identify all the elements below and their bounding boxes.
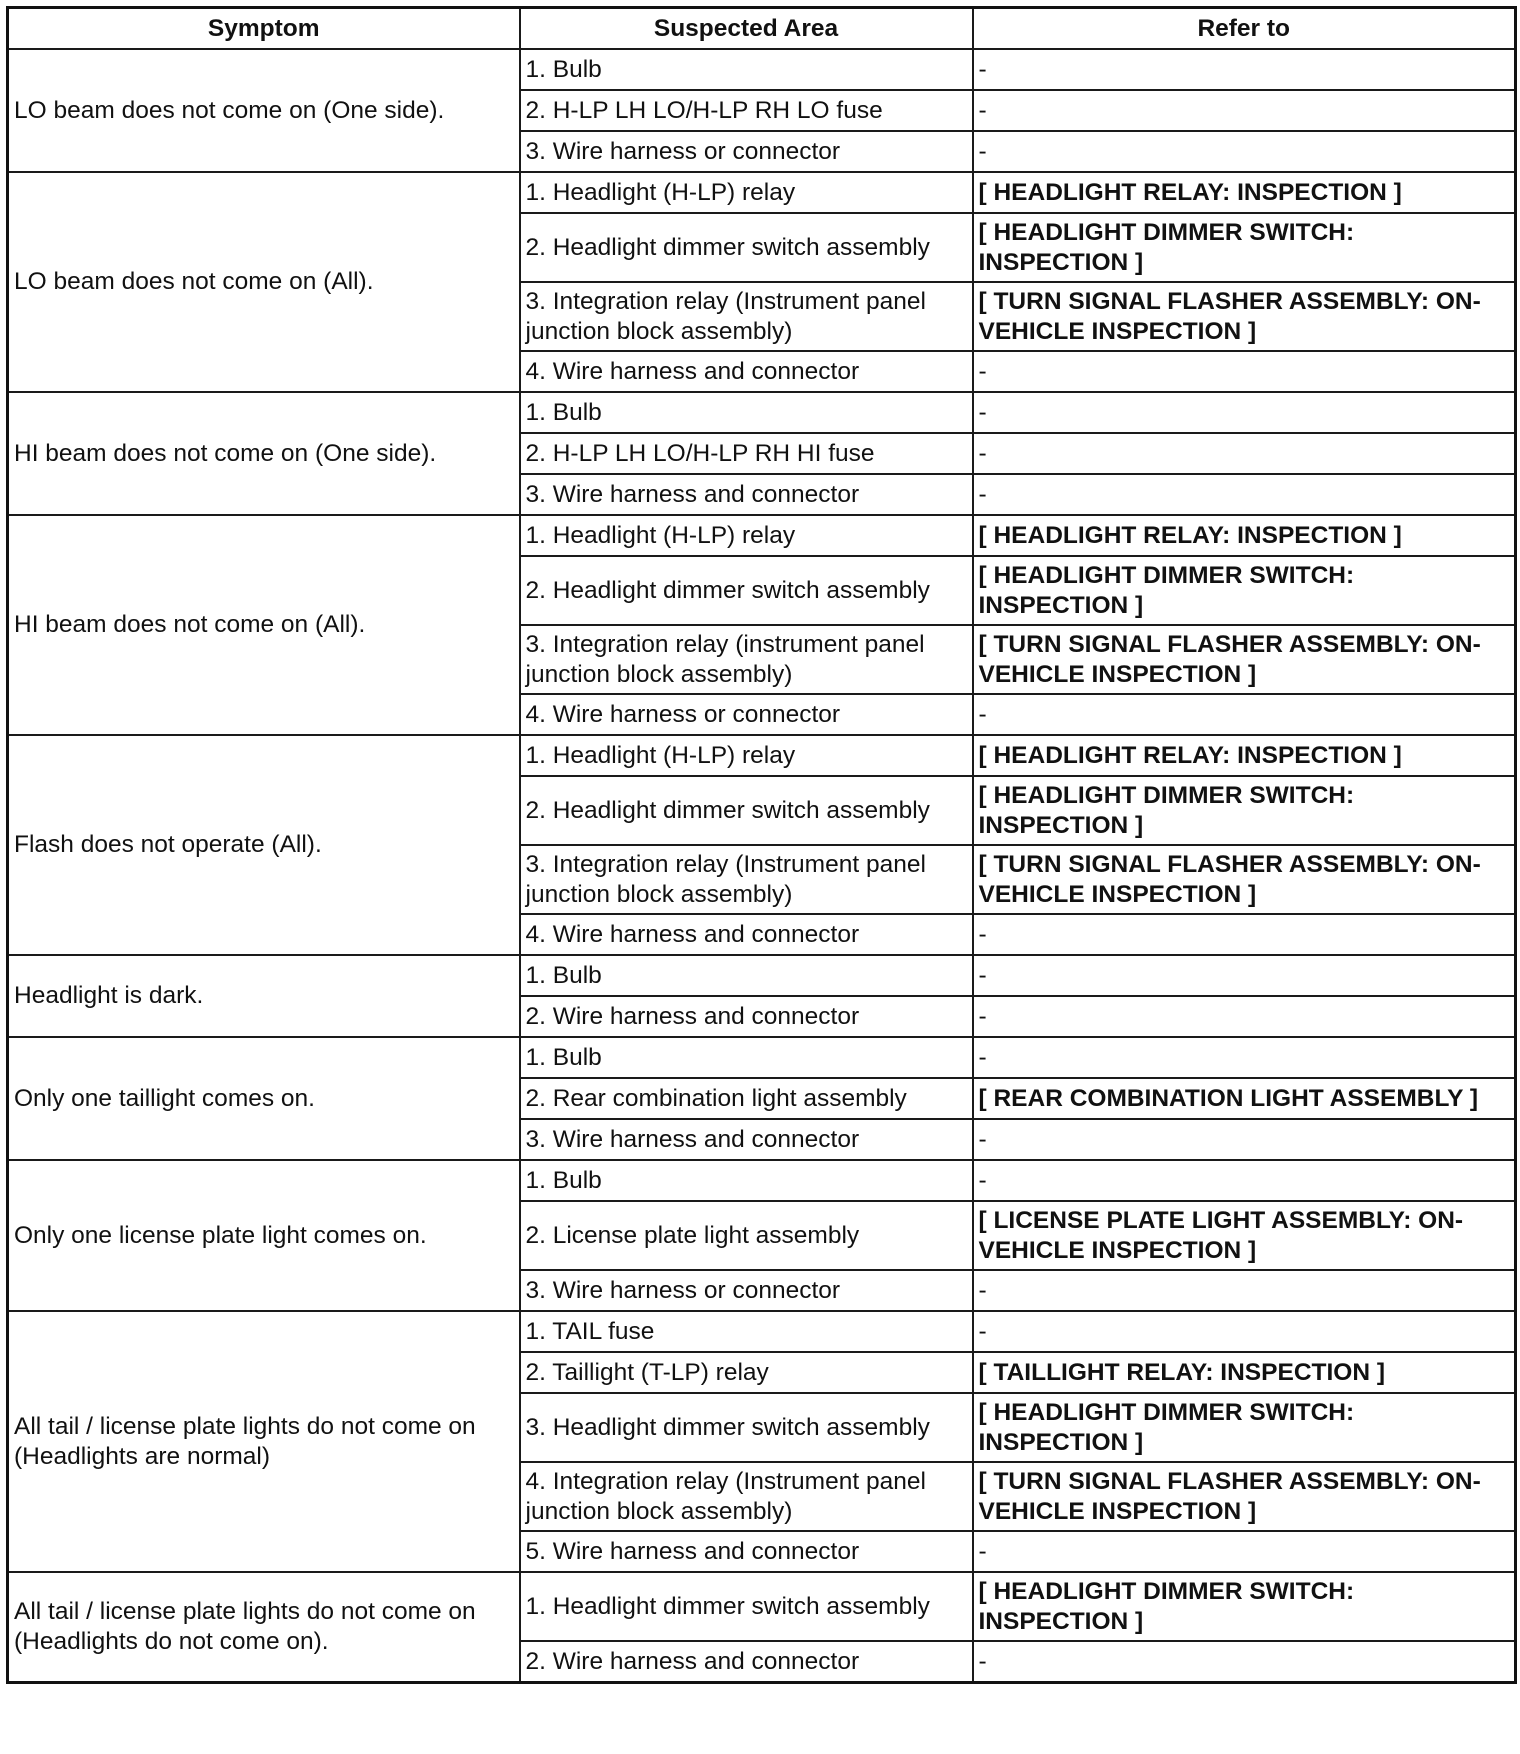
suspected-area-cell: 1. Bulb: [520, 1037, 973, 1078]
suspected-area-cell: 1. Headlight (H-LP) relay: [520, 515, 973, 556]
refer-to-cell: -: [973, 914, 1516, 955]
refer-to-cell: -: [973, 955, 1516, 996]
suspected-area-cell: 2. Headlight dimmer switch assembly: [520, 213, 973, 282]
refer-to-cell: [ HEADLIGHT DIMMER SWITCH: INSPECTION ]: [973, 1572, 1516, 1641]
refer-to-cell: -: [973, 351, 1516, 392]
refer-to-cell: [ TURN SIGNAL FLASHER ASSEMBLY: ON-VEHICLE INSPECTION ]: [973, 282, 1516, 351]
suspected-area-cell: 4. Wire harness and connector: [520, 914, 973, 955]
suspected-area-cell: 5. Wire harness and connector: [520, 1531, 973, 1572]
refer-to-cell: -: [973, 1531, 1516, 1572]
table-row: [8, 392, 1516, 433]
suspected-area-cell: 2. H-LP LH LO/H-LP RH HI fuse: [520, 433, 973, 474]
refer-to-cell: -: [973, 1119, 1516, 1160]
table-row: [8, 515, 1516, 556]
refer-to-cell: -: [973, 474, 1516, 515]
refer-to-cell: [ HEADLIGHT RELAY: INSPECTION ]: [973, 515, 1516, 556]
table-row: [8, 1572, 1516, 1641]
suspected-area-cell: 1. Bulb: [520, 49, 973, 90]
suspected-area-cell: 3. Wire harness or connector: [520, 1270, 973, 1311]
suspected-area-cell: 2. Wire harness and connector: [520, 996, 973, 1037]
symptom-cell: Only one license plate light comes on.: [8, 1160, 520, 1311]
symptom-cell: All tail / license plate lights do not come on (Headlights do not come on).: [8, 1572, 520, 1683]
refer-to-cell: [ TURN SIGNAL FLASHER ASSEMBLY: ON-VEHICLE INSPECTION ]: [973, 625, 1516, 694]
refer-to-cell: [ HEADLIGHT DIMMER SWITCH: INSPECTION ]: [973, 1393, 1516, 1462]
suspected-area-cell: 1. TAIL fuse: [520, 1311, 973, 1352]
table-row: [8, 1037, 1516, 1078]
suspected-area-cell: 2. Rear combination light assembly: [520, 1078, 973, 1119]
refer-to-cell: -: [973, 1641, 1516, 1683]
symptom-cell: All tail / license plate lights do not come on (Headlights are normal): [8, 1311, 520, 1572]
symptom-cell: Headlight is dark.: [8, 955, 520, 1037]
suspected-area-cell: 3. Integration relay (Instrument panel junction block assembly): [520, 845, 973, 914]
symptom-cell: HI beam does not come on (One side).: [8, 392, 520, 515]
table-header-row: [8, 8, 1516, 50]
refer-to-cell: [ TURN SIGNAL FLASHER ASSEMBLY: ON-VEHICLE INSPECTION ]: [973, 1462, 1516, 1531]
suspected-area-cell: 4. Wire harness and connector: [520, 351, 973, 392]
table-row: [8, 1160, 1516, 1201]
refer-to-cell: -: [973, 392, 1516, 433]
refer-to-cell: [ HEADLIGHT DIMMER SWITCH: INSPECTION ]: [973, 776, 1516, 845]
suspected-area-cell: 4. Integration relay (Instrument panel junction block assembly): [520, 1462, 973, 1531]
refer-to-cell: [ HEADLIGHT RELAY: INSPECTION ]: [973, 735, 1516, 776]
diagnosis-table: [6, 6, 1517, 1684]
refer-to-cell: -: [973, 433, 1516, 474]
refer-to-cell: -: [973, 49, 1516, 90]
suspected-area-cell: 2. Taillight (T-LP) relay: [520, 1352, 973, 1393]
table-row: [8, 172, 1516, 213]
suspected-area-cell: 3. Integration relay (instrument panel junction block assembly): [520, 625, 973, 694]
refer-to-cell: [ REAR COMBINATION LIGHT ASSEMBLY ]: [973, 1078, 1516, 1119]
refer-to-cell: -: [973, 1270, 1516, 1311]
header-refer-to: Refer to: [973, 8, 1516, 50]
symptom-cell: HI beam does not come on (All).: [8, 515, 520, 735]
table-row: [8, 735, 1516, 776]
suspected-area-cell: 1. Bulb: [520, 1160, 973, 1201]
suspected-area-cell: 3. Headlight dimmer switch assembly: [520, 1393, 973, 1462]
suspected-area-cell: 2. License plate light assembly: [520, 1201, 973, 1270]
refer-to-cell: -: [973, 1311, 1516, 1352]
suspected-area-cell: 3. Wire harness and connector: [520, 1119, 973, 1160]
refer-to-cell: [ HEADLIGHT DIMMER SWITCH: INSPECTION ]: [973, 213, 1516, 282]
refer-to-cell: -: [973, 90, 1516, 131]
suspected-area-cell: 1. Headlight dimmer switch assembly: [520, 1572, 973, 1641]
suspected-area-cell: 2. Wire harness and connector: [520, 1641, 973, 1683]
refer-to-cell: [ HEADLIGHT RELAY: INSPECTION ]: [973, 172, 1516, 213]
table-row: [8, 955, 1516, 996]
suspected-area-cell: 2. H-LP LH LO/H-LP RH LO fuse: [520, 90, 973, 131]
suspected-area-cell: 4. Wire harness or connector: [520, 694, 973, 735]
suspected-area-cell: 3. Integration relay (Instrument panel junction block assembly): [520, 282, 973, 351]
refer-to-cell: [ HEADLIGHT DIMMER SWITCH: INSPECTION ]: [973, 556, 1516, 625]
suspected-area-cell: 1. Headlight (H-LP) relay: [520, 172, 973, 213]
suspected-area-cell: 1. Bulb: [520, 955, 973, 996]
suspected-area-cell: 1. Bulb: [520, 392, 973, 433]
table-row: [8, 1311, 1516, 1352]
suspected-area-cell: 3. Wire harness or connector: [520, 131, 973, 172]
table-body: [8, 49, 1516, 1683]
refer-to-cell: [ TURN SIGNAL FLASHER ASSEMBLY: ON-VEHICLE INSPECTION ]: [973, 845, 1516, 914]
symptom-cell: Flash does not operate (All).: [8, 735, 520, 955]
header-suspected-area: Suspected Area: [520, 8, 973, 50]
refer-to-cell: [ TAILLIGHT RELAY: INSPECTION ]: [973, 1352, 1516, 1393]
suspected-area-cell: 1. Headlight (H-LP) relay: [520, 735, 973, 776]
header-symptom: Symptom: [8, 8, 520, 50]
symptom-cell: LO beam does not come on (All).: [8, 172, 520, 392]
suspected-area-cell: 2. Headlight dimmer switch assembly: [520, 776, 973, 845]
refer-to-cell: -: [973, 996, 1516, 1037]
suspected-area-cell: 2. Headlight dimmer switch assembly: [520, 556, 973, 625]
refer-to-cell: -: [973, 694, 1516, 735]
symptom-cell: Only one taillight comes on.: [8, 1037, 520, 1160]
refer-to-cell: -: [973, 131, 1516, 172]
refer-to-cell: -: [973, 1037, 1516, 1078]
suspected-area-cell: 3. Wire harness and connector: [520, 474, 973, 515]
table-row: [8, 49, 1516, 90]
refer-to-cell: [ LICENSE PLATE LIGHT ASSEMBLY: ON-VEHICLE INSPECTION ]: [973, 1201, 1516, 1270]
refer-to-cell: -: [973, 1160, 1516, 1201]
symptom-cell: LO beam does not come on (One side).: [8, 49, 520, 172]
